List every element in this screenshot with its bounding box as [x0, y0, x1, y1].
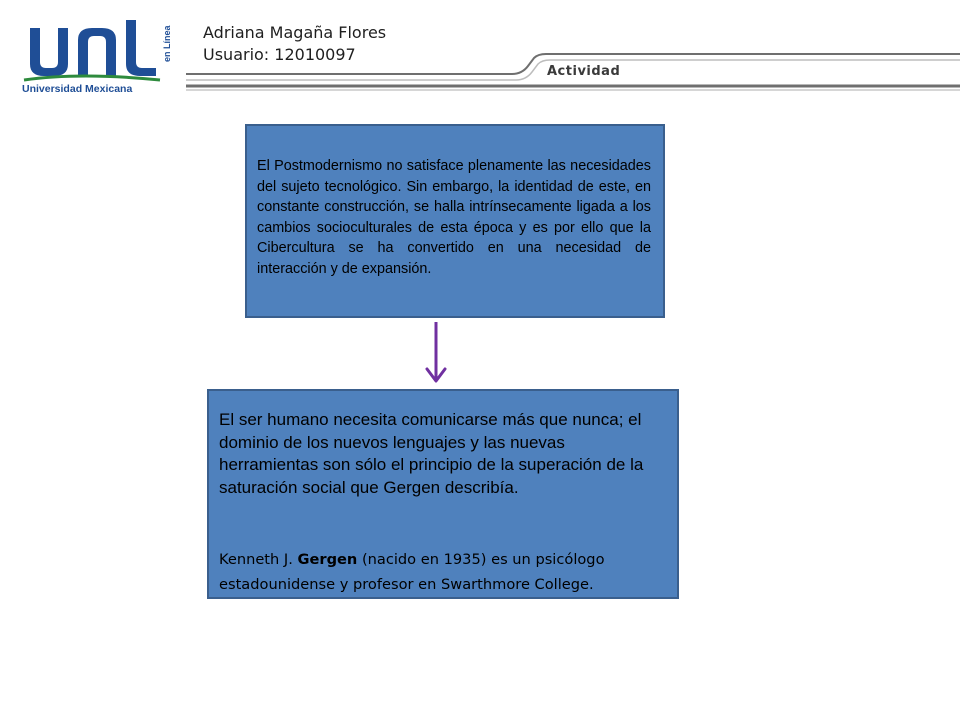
conclusion-box — [207, 389, 679, 599]
arrow-down-icon — [424, 322, 448, 384]
gergen-note — [219, 547, 667, 597]
logo-letter-n — [78, 28, 116, 76]
gergen-name: Gergen — [297, 551, 358, 568]
user-name: Adriana Magaña Flores — [203, 23, 387, 42]
logo-letter-l — [126, 20, 156, 76]
logo-swoosh — [24, 76, 160, 80]
user-id: Usuario: 12010097 — [203, 45, 356, 64]
logo-side-text: en Línea — [162, 25, 172, 62]
university-logo — [20, 14, 190, 96]
conclusion-text: El ser humano necesita comunicarse más que nunca; el dominio de los nuevos lenguajes y las nuevas herramientas son sólo el principio de la superación de la saturación social que Gergen describía. — [219, 410, 644, 497]
postmodernism-text: El Postmodernismo no satisface plenamente las necesidades del sujeto tecnológico. Sin embargo, la identidad de este, en constante construcción, se halla intrínsecamente ligada a los cambios socioculturales de esta época y es por ello que la Cibercultura se ha convertido en una necesidad de interacción y de expansión. — [257, 158, 651, 277]
section-label: Actividad — [547, 64, 621, 79]
gergen-note-prefix: Kenneth J. — [219, 551, 298, 568]
postmodernism-box — [245, 124, 665, 318]
logo-caption: Universidad Mexicana — [22, 83, 133, 95]
gergen-note-rest: (nacido en 1935) es un psicólogo estadounidense y profesor en Swarthmore College. — [219, 551, 605, 593]
logo-letter-u — [30, 28, 68, 76]
